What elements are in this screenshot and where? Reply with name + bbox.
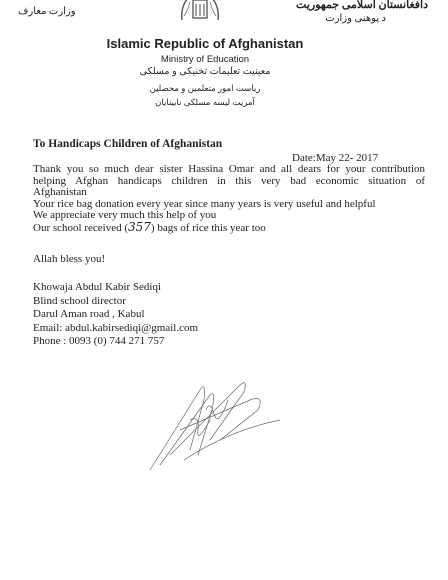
- letter-salutation: To Handicaps Children of Afghanistan: [33, 138, 223, 150]
- school-suffix: ) bags of rice this year too: [150, 221, 266, 234]
- letter-blessing: Allah bless you!: [33, 253, 106, 265]
- header-dari-line-2: ریاست امور متعلمین و محصلین: [149, 83, 261, 93]
- header-dari-right: دافغانستان اسلامی جمهوریت: [296, 0, 428, 11]
- signer-email: Email: abdul.kabirsediqi@gmail.com: [33, 321, 199, 334]
- afghanistan-emblem-icon: [178, 0, 222, 22]
- body-line-2: helping Afghan handicaps children in this very bad economic situation of: [33, 174, 425, 187]
- signer-address: Darul Aman road , Kabul: [33, 308, 145, 320]
- signer-name: Khowaja Abdul Kabir Sediqi: [33, 281, 162, 293]
- body-line-6: [33, 219, 425, 235]
- handwritten-bag-count: 357: [128, 219, 151, 234]
- letter-body: [33, 164, 425, 234]
- header-dari-line-3: آمریت لیسه مسلکی نابینایان: [155, 97, 255, 107]
- header-dari-line-1: معینیت تعلیمات تخنیکی و مسلکی: [139, 66, 271, 77]
- letter-date: Date:May 22- 2017: [292, 152, 379, 164]
- body-line-1: Thank you so much dear sister Hassina Omar and all dears for your contribution: [33, 163, 425, 175]
- header-dari-left: وزارت معارف: [18, 6, 76, 17]
- handwritten-signature: [140, 370, 290, 480]
- body-line-5: We appreciate very much this help of you: [33, 209, 217, 221]
- signer-title: Blind school director: [33, 294, 126, 307]
- signer-phone: Phone : 0093 (0) 744 271 757: [33, 335, 165, 347]
- body-line-3: Afghanistan: [33, 186, 87, 198]
- header-title: Islamic Republic of Afghanistan: [106, 36, 304, 51]
- header-ministry: Ministry of Education: [160, 54, 250, 65]
- body-line-4: Your rice bag donation every year since many years is very useful and helpful: [33, 197, 376, 210]
- header-pashto-right: د پوهنی وزارت: [325, 13, 386, 24]
- signature-block: [33, 281, 198, 349]
- school-prefix: Our school received (: [33, 221, 128, 234]
